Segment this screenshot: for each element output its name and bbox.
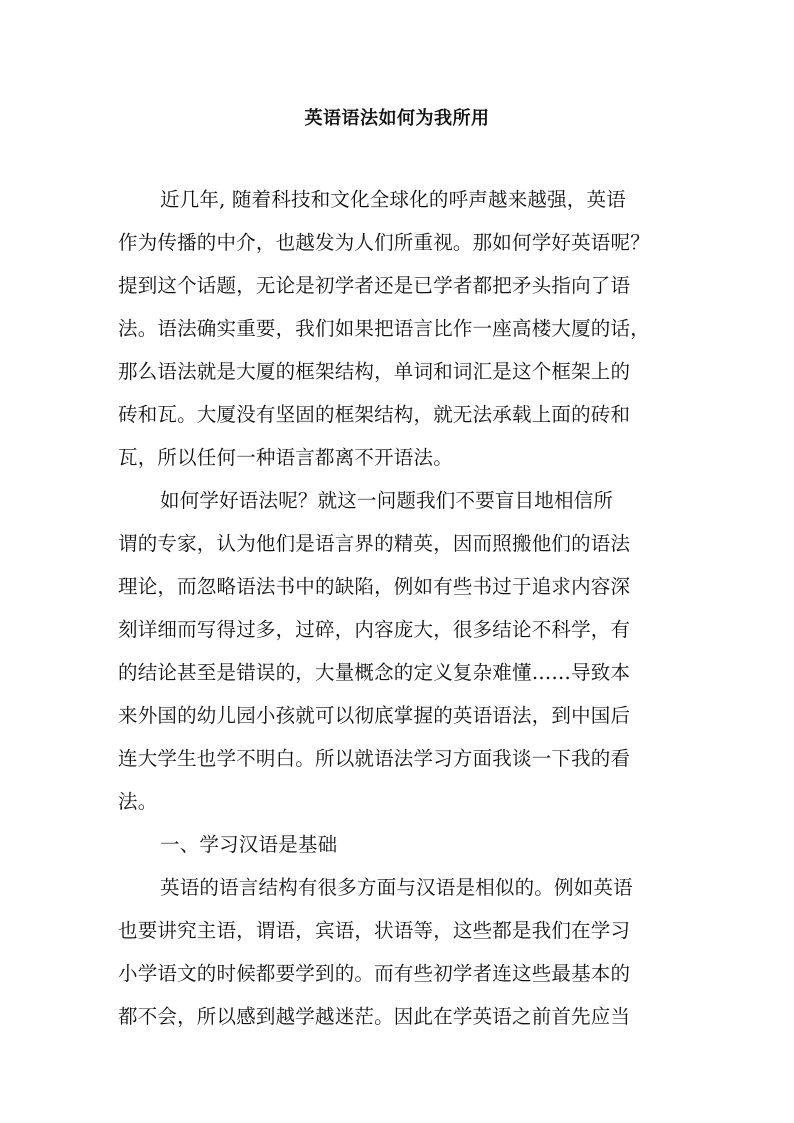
paragraph-1-line-1: 近几年, 随着科技和文化全球化的呼声越来越强，英语 bbox=[160, 188, 626, 211]
paragraph-3-line-2: 也要讲究主语，谓语，宾语，状语等，这些都是我们在学习 bbox=[118, 919, 631, 942]
paragraph-1-line-5: 那么语法就是大厦的框架结构，单词和词汇是这个框架上的 bbox=[118, 360, 631, 383]
paragraph-2-line-6: 来外国的幼儿园小孩就可以彻底掌握的英语语法，到中国后 bbox=[118, 704, 631, 727]
section-heading: 一、学习汉语是基础 bbox=[160, 833, 338, 856]
paragraph-3-line-1: 英语的语言结构有很多方面与汉语是相似的。例如英语 bbox=[160, 876, 633, 899]
paragraph-3-line-3: 小学语文的时候都要学到的。而有些初学者连这些最基本的 bbox=[118, 962, 631, 985]
paragraph-1-line-4: 法。语法确实重要，我们如果把语言比作一座高楼大厦的话， bbox=[118, 317, 650, 340]
paragraph-2-line-2: 谓的专家，认为他们是语言界的精英，因而照搬他们的语法 bbox=[118, 532, 631, 555]
paragraph-2-line-4: 刻详细而写得过多，过碎，内容庞大，很多结论不科学，有 bbox=[118, 618, 631, 641]
paragraph-1-line-7: 瓦，所以任何一种语言都离不开语法。 bbox=[118, 446, 453, 469]
paragraph-2-line-1: 如何学好语法呢？就这一问题我们不要盲目地相信所 bbox=[160, 489, 614, 512]
paragraph-2-line-5: 的结论甚至是错误的，大量概念的定义复杂难懂……导致本 bbox=[118, 661, 631, 684]
paragraph-1-line-3: 提到这个话题，无论是初学者还是已学者都把矛头指向了语 bbox=[118, 274, 631, 297]
paragraph-2-line-7: 连大学生也学不明白。所以就语法学习方面我谈一下我的看 bbox=[118, 747, 631, 770]
paragraph-2-line-3: 理论，而忽略语法书中的缺陷，例如有些书过于追求内容深 bbox=[118, 575, 631, 598]
paragraph-1-line-6: 砖和瓦。大厦没有坚固的框架结构，就无法承载上面的砖和 bbox=[118, 403, 631, 426]
paragraph-2-line-8: 法。 bbox=[118, 790, 158, 813]
document-title: 英语语法如何为我所用 bbox=[304, 108, 490, 129]
paragraph-3-line-4: 都不会，所以感到越学越迷茫。因此在学英语之前首先应当 bbox=[118, 1005, 631, 1028]
paragraph-1-line-2: 作为传播的中介，也越发为人们所重视。那如何学好英语呢？ bbox=[118, 231, 650, 254]
